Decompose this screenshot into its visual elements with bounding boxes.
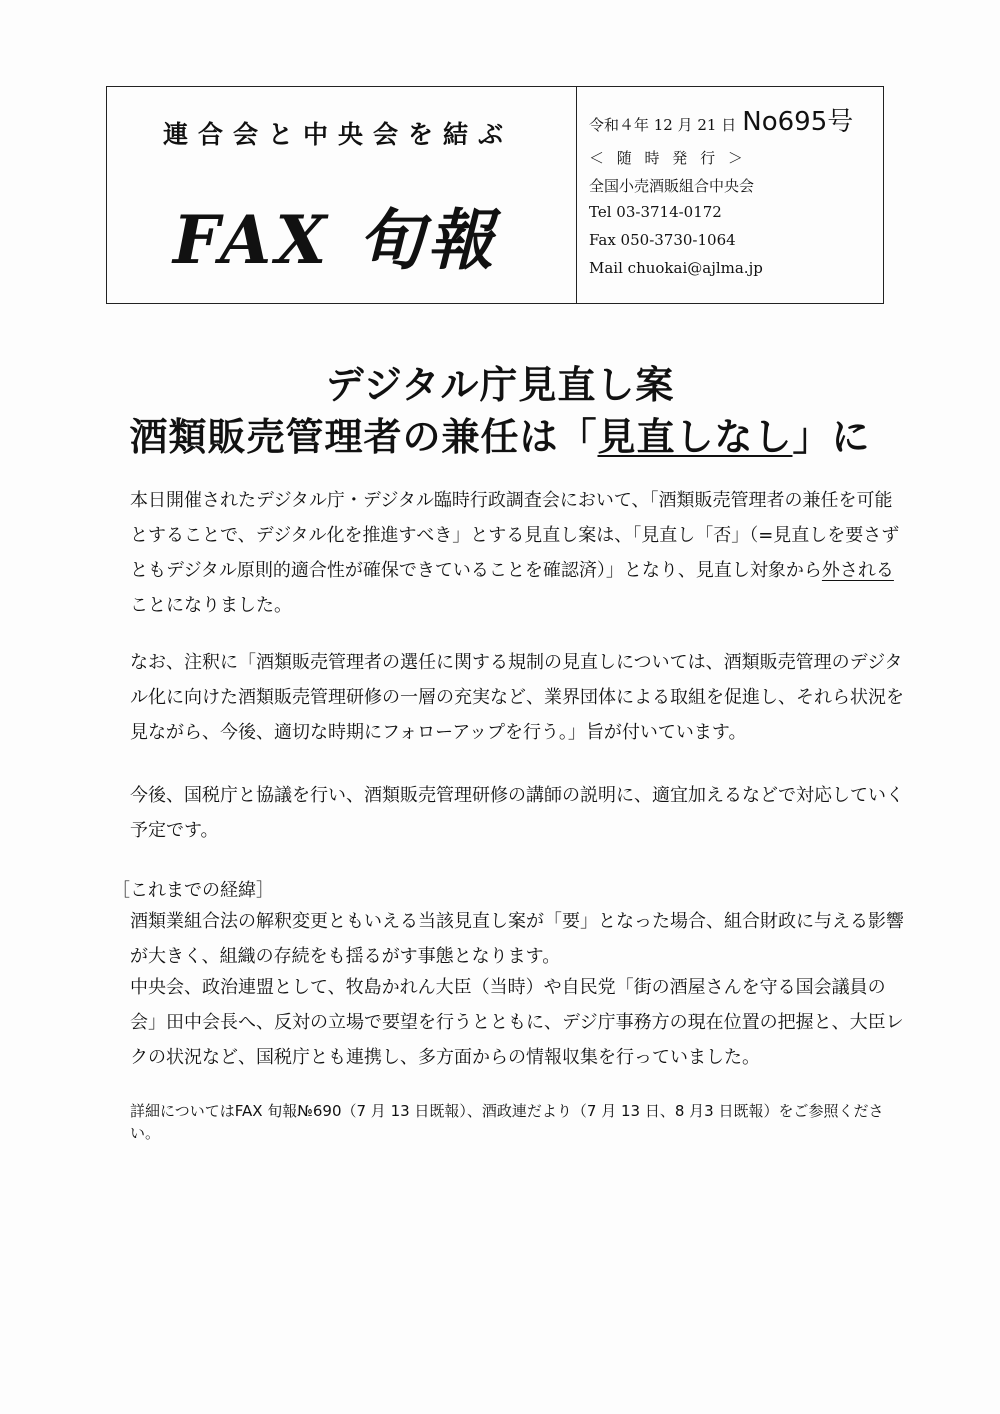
- paragraph-1: [112, 483, 910, 623]
- masthead-title-area: [107, 87, 577, 303]
- publisher-fax: Fax 050-3730-1064: [589, 231, 736, 249]
- headline-emphasis: 見直しなし: [597, 415, 793, 459]
- paragraph-4: 酒類業組合法の解釈変更ともいえる当該見直し案が「要」となった場合、組合財政に与える影響が大きく、組織の存続をも揺るがす事態となります。: [130, 911, 904, 967]
- publisher-tel: Tel 03-3714-0172: [589, 203, 722, 221]
- paragraph-1-text-a: 本日開催されたデジタル庁・デジタル臨時行政調査会において、「酒類販売管理者の兼任を可能とすることで、デジタル化を推進すべき」とする見直し案は、「見直し「否」（=見直しを要さずともデジタル原則的適合性が確保できていることを確認済）」となり、見直し対象から: [130, 490, 900, 581]
- issue-number: No695: [742, 107, 828, 137]
- headline-line-2-pre: 酒類販売管理者の兼任は「: [129, 415, 598, 459]
- publication-frequency: ＜ 随 時 発 行 ＞: [589, 149, 747, 167]
- paragraph-3: 今後、国税庁と協議を行い、酒類販売管理研修の講師の説明に、適宜加えるなどで対応していく予定です。: [130, 785, 904, 841]
- paragraph-5: 中央会、政治連盟として、牧島かれん大臣（当時）や自民党「街の酒屋さんを守る国会議員の会」田中会長へ、反対の立場で要望を行うとともに、デジ庁事務方の現在位置の把握と、大臣レクの状況など、国税庁とも連携し、多方面からの情報収集を行っていました。: [130, 977, 904, 1068]
- headline-line-2-post: 」に: [792, 415, 871, 459]
- masthead-box: [106, 86, 884, 304]
- section-title: ［これまでの経緯］: [112, 880, 274, 901]
- paragraph-6-reference: 詳細についてはFAX 旬報№690（7 月 13 日既報）、酒政連だより（7 月 13 日、8 月3 日既報）をご参照ください。: [130, 1102, 884, 1142]
- masthead-info-area: [577, 87, 883, 303]
- paragraph-1-emphasis: 外される: [821, 560, 894, 581]
- issue-line: [589, 101, 853, 138]
- paragraph-1-text-b: ことになりました。: [130, 595, 292, 616]
- headline-line-2: [0, 406, 1000, 461]
- publisher-mail: Mail chuokai@ajlma.jp: [589, 259, 763, 277]
- masthead-tagline: 連合会と中央会を結ぶ: [163, 120, 514, 149]
- newsletter-title: FAX 旬報: [173, 201, 498, 279]
- paragraph-2: なお、注釈に「酒類販売管理者の選任に関する規制の見直しについては、酒類販売管理のデジタル化に向けた酒類販売管理研修の一層の充実など、業界団体による取組を促進し、それら状況を見ながら、今後、適切な時期にフォローアップを行う。」旨が付いています。: [130, 652, 904, 743]
- issue-date: 令和４年 12 月 21 日: [589, 116, 737, 134]
- publisher-name: 全国小売酒販組合中央会: [589, 177, 755, 195]
- issue-suffix: 号: [827, 107, 854, 137]
- headline-line-1: デジタル庁見直し案: [325, 363, 675, 407]
